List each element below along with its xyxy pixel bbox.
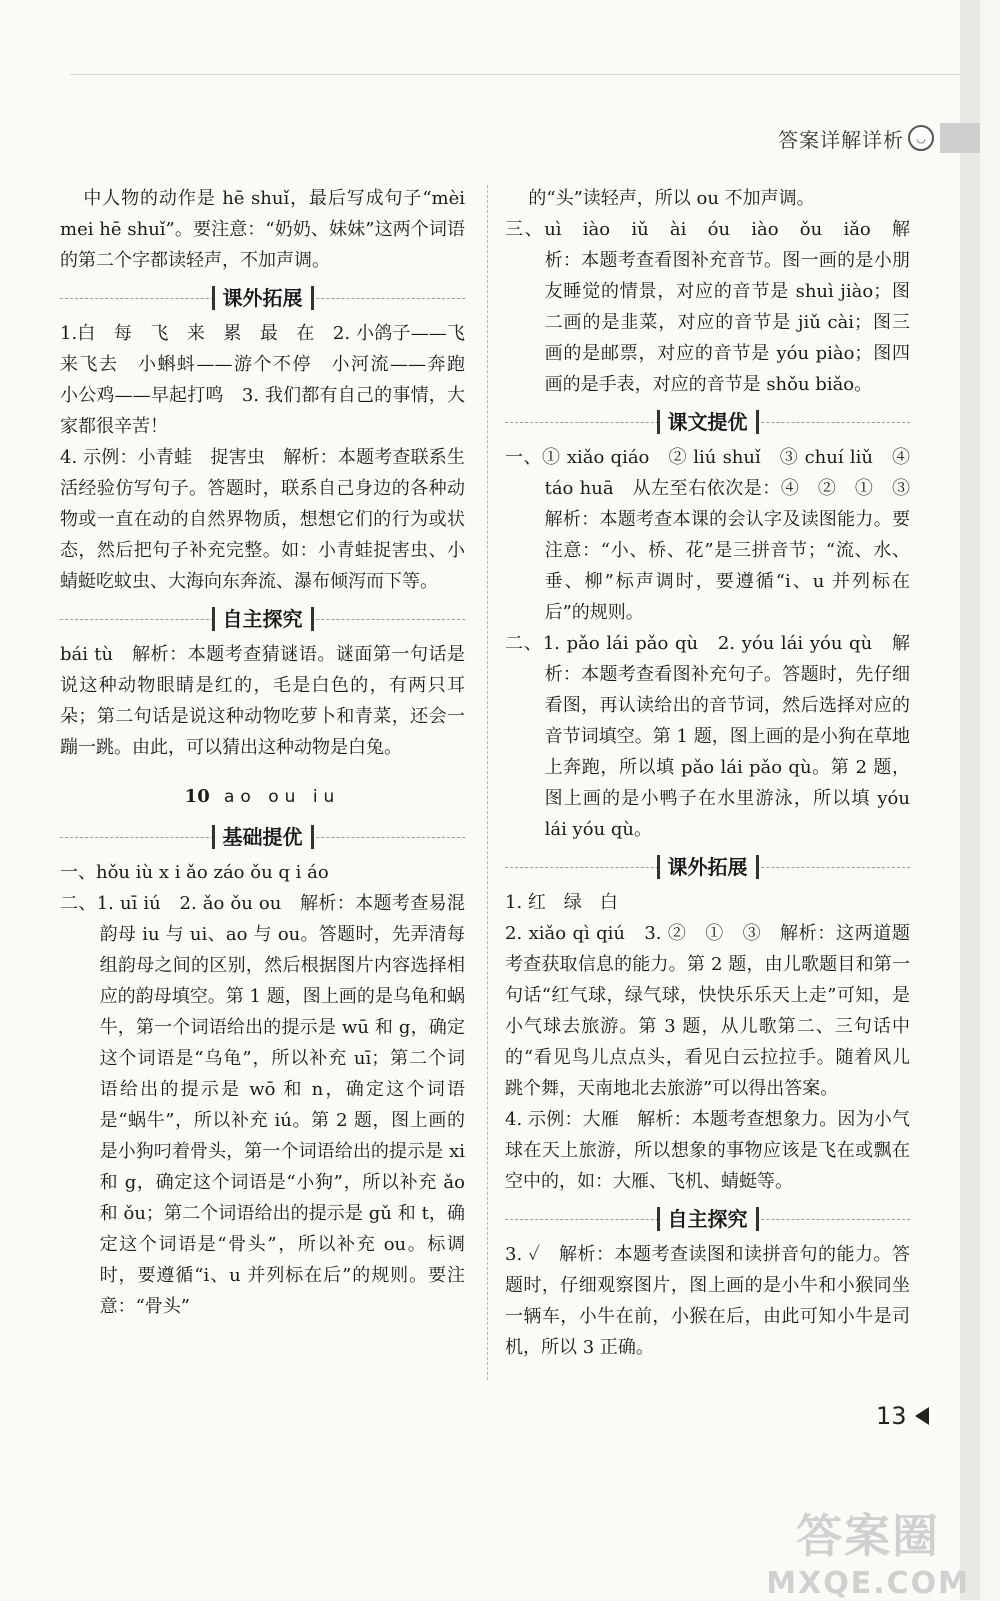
answer-item: 三、uì iào iǔ ài óu iào ǒu iǎo 解析：本题考查看图补充音节。图一画的是小朋友睡觉的情景，对应的音节是 shuì jiào；图二画的是韭菜，对应的音节是 jiǔ cài；图三画的是邮票，对应的音节是 yóu piào；图四画的是手表，对应的音节是 shǒu biǎo。 [505,219,910,395]
answer-item: 2. xiǎo qì qiú 3. ② ① ③ 解析：这两道题考查获取信息的能力。第 2 题，由儿歌题目和第一句话“红气球，绿气球，快快乐乐天上走”可知，是小气球去旅游。第 3 题，从儿歌第二、三句话中的“看见鸟儿点点头，看见白云拉拉手。随着风儿跳个舞，天南地北去旅游”可以得出答案。 [505,923,910,1099]
answer-item: 一、① xiǎo qiáo ② liú shuǐ ③ chuí liǔ ④ táo huā 从左至右依次是：④ ② ① ③ 解析：本题考查本课的会认字及读图能力。要注意：“小、桥、花”是三拼音节；“流、水、垂、柳”标声调时，要遵循“i、u 并列标在后”的规则。 [505,447,928,623]
section-heading: 课外拓展 [60,280,465,316]
answer-item: 4. 示例：大雁 解析：本题考查想象力。因为小气球在天上旅游，所以想象的事物应该是飞在或飘在空中的，如：大雁、飞机、蜻蜓等。 [505,1109,910,1192]
triangle-icon [915,1407,929,1425]
lesson-pinyin: ao ou iu [224,787,341,807]
watermark-url: MXQE.COM [766,1566,970,1601]
header-title: 答案详解详析 [778,127,904,152]
top-rule [70,74,960,75]
header [750,118,980,158]
column-divider [487,185,488,1380]
page-edge [960,0,980,1600]
page-number: 13 [876,1402,929,1430]
section-heading: 课文提优 [505,404,910,440]
answer-item: 1. 红 绿 白 [505,892,618,913]
section-heading: 课外拓展 [505,849,910,885]
section-heading: 自主探究 [505,1201,910,1237]
header-tab [940,123,980,153]
answer-item: bái tù 解析：本题考查猜谜语。谜面第一句话是说这种动物眼睛是红的，毛是白色的，有两只耳朵；第二句话是说这种动物吃萝卜和青菜，还会一蹦一跳。由此，可以猜出这种动物是白兔。 [60,644,465,758]
smiley-icon: ◡ [908,125,934,151]
paragraph: 中人物的动作是 hē shuǐ，最后写成句子“mèi mei hē shuǐ”。要注意：“奶奶、妹妹”这两个词语的第二个字都读轻声，不加声调。 [60,188,465,271]
section-heading: 基础提优 [60,819,465,855]
answer-item: 二、1. uī iú 2. ǎo ǒu ou 解析：本题考查易混韵母 iu 与 ui、ao 与 ou。答题时，先弄清每组韵母之间的区别，然后根据图片内容选择相应的韵母填空。第 1 题，图上画的是乌龟和蜗牛，第一个词语给出的提示是 wū 和 g，确定这个词语是“乌龟”，所以补充 uī；第二个词语给出的提示是 wō 和 n，确定这个词语是“蜗牛”，所以补充 iú。第 2 题，图上画的是小狗叼着骨头，第一个词语给出的提示是 xi 和 g，确定这个词语是“小狗”，所以补充 ǎo 和 ǒu；第二个词语给出的提示是 gǔ 和 t，确定这个词语是“骨头”，所以补充 ou。标调时，要遵循“i、u 并列标在后”的规则。要注意：“骨头” [60,893,465,1317]
watermark [766,1500,970,1601]
paragraph: 的“头”读轻声，所以 ou 不加声调。 [528,188,815,209]
answer-item: 3. ✓ 解析：本题考查读图和读拼音句的能力。答题时，仔细观察图片，图上画的是小牛和小猴同坐一辆车，小牛在前，小猴在后，由此可知小牛是司机，所以 3 正确。 [505,1244,910,1358]
watermark-text: 答案圈 [796,1509,941,1563]
right-column [505,183,928,1363]
answer-item: 4. 示例：小青蛙 捉害虫 解析：本题考查联系生活经验仿写句子。答题时，联系自己身边的各种动物或一直在动的自然界物质，想想它们的行为或状态，然后把句子补充完整。如：小青蛙捉害虫、小蜻蜓吃蚊虫、大海向东奔流、瀑布倾泻而下等。 [60,447,465,592]
lesson-number: 10 [184,786,210,807]
answer-item: 二、1. pǎo lái pǎo qù 2. yóu lái yóu qù 解析：本题考查看图补充句子。答题时，先仔细看图，再认读给出的音节词，然后选择对应的音节词填空。第 1 题，图上画的是小狗在草地上奔跑，所以填 pǎo lái pǎo qù。第 2 题，图上画的是小鸭子在水里游泳，所以填 yóu lái yóu qù。 [505,633,910,840]
section-heading: 自主探究 [60,601,465,637]
left-column [60,183,483,1322]
lesson-title [60,781,465,813]
answer-item: 一、hǒu iù x i ǎo záo ǒu q i áo [60,862,329,883]
answer-item: 1.白 每 飞 来 累 最 在 2. 小鸽子——飞来飞去 小蝌蚪——游个不停 小河流——奔跑 小公鸡——早起打鸣 3. 我们都有自己的事情，大家都很辛苦！ [60,323,483,437]
